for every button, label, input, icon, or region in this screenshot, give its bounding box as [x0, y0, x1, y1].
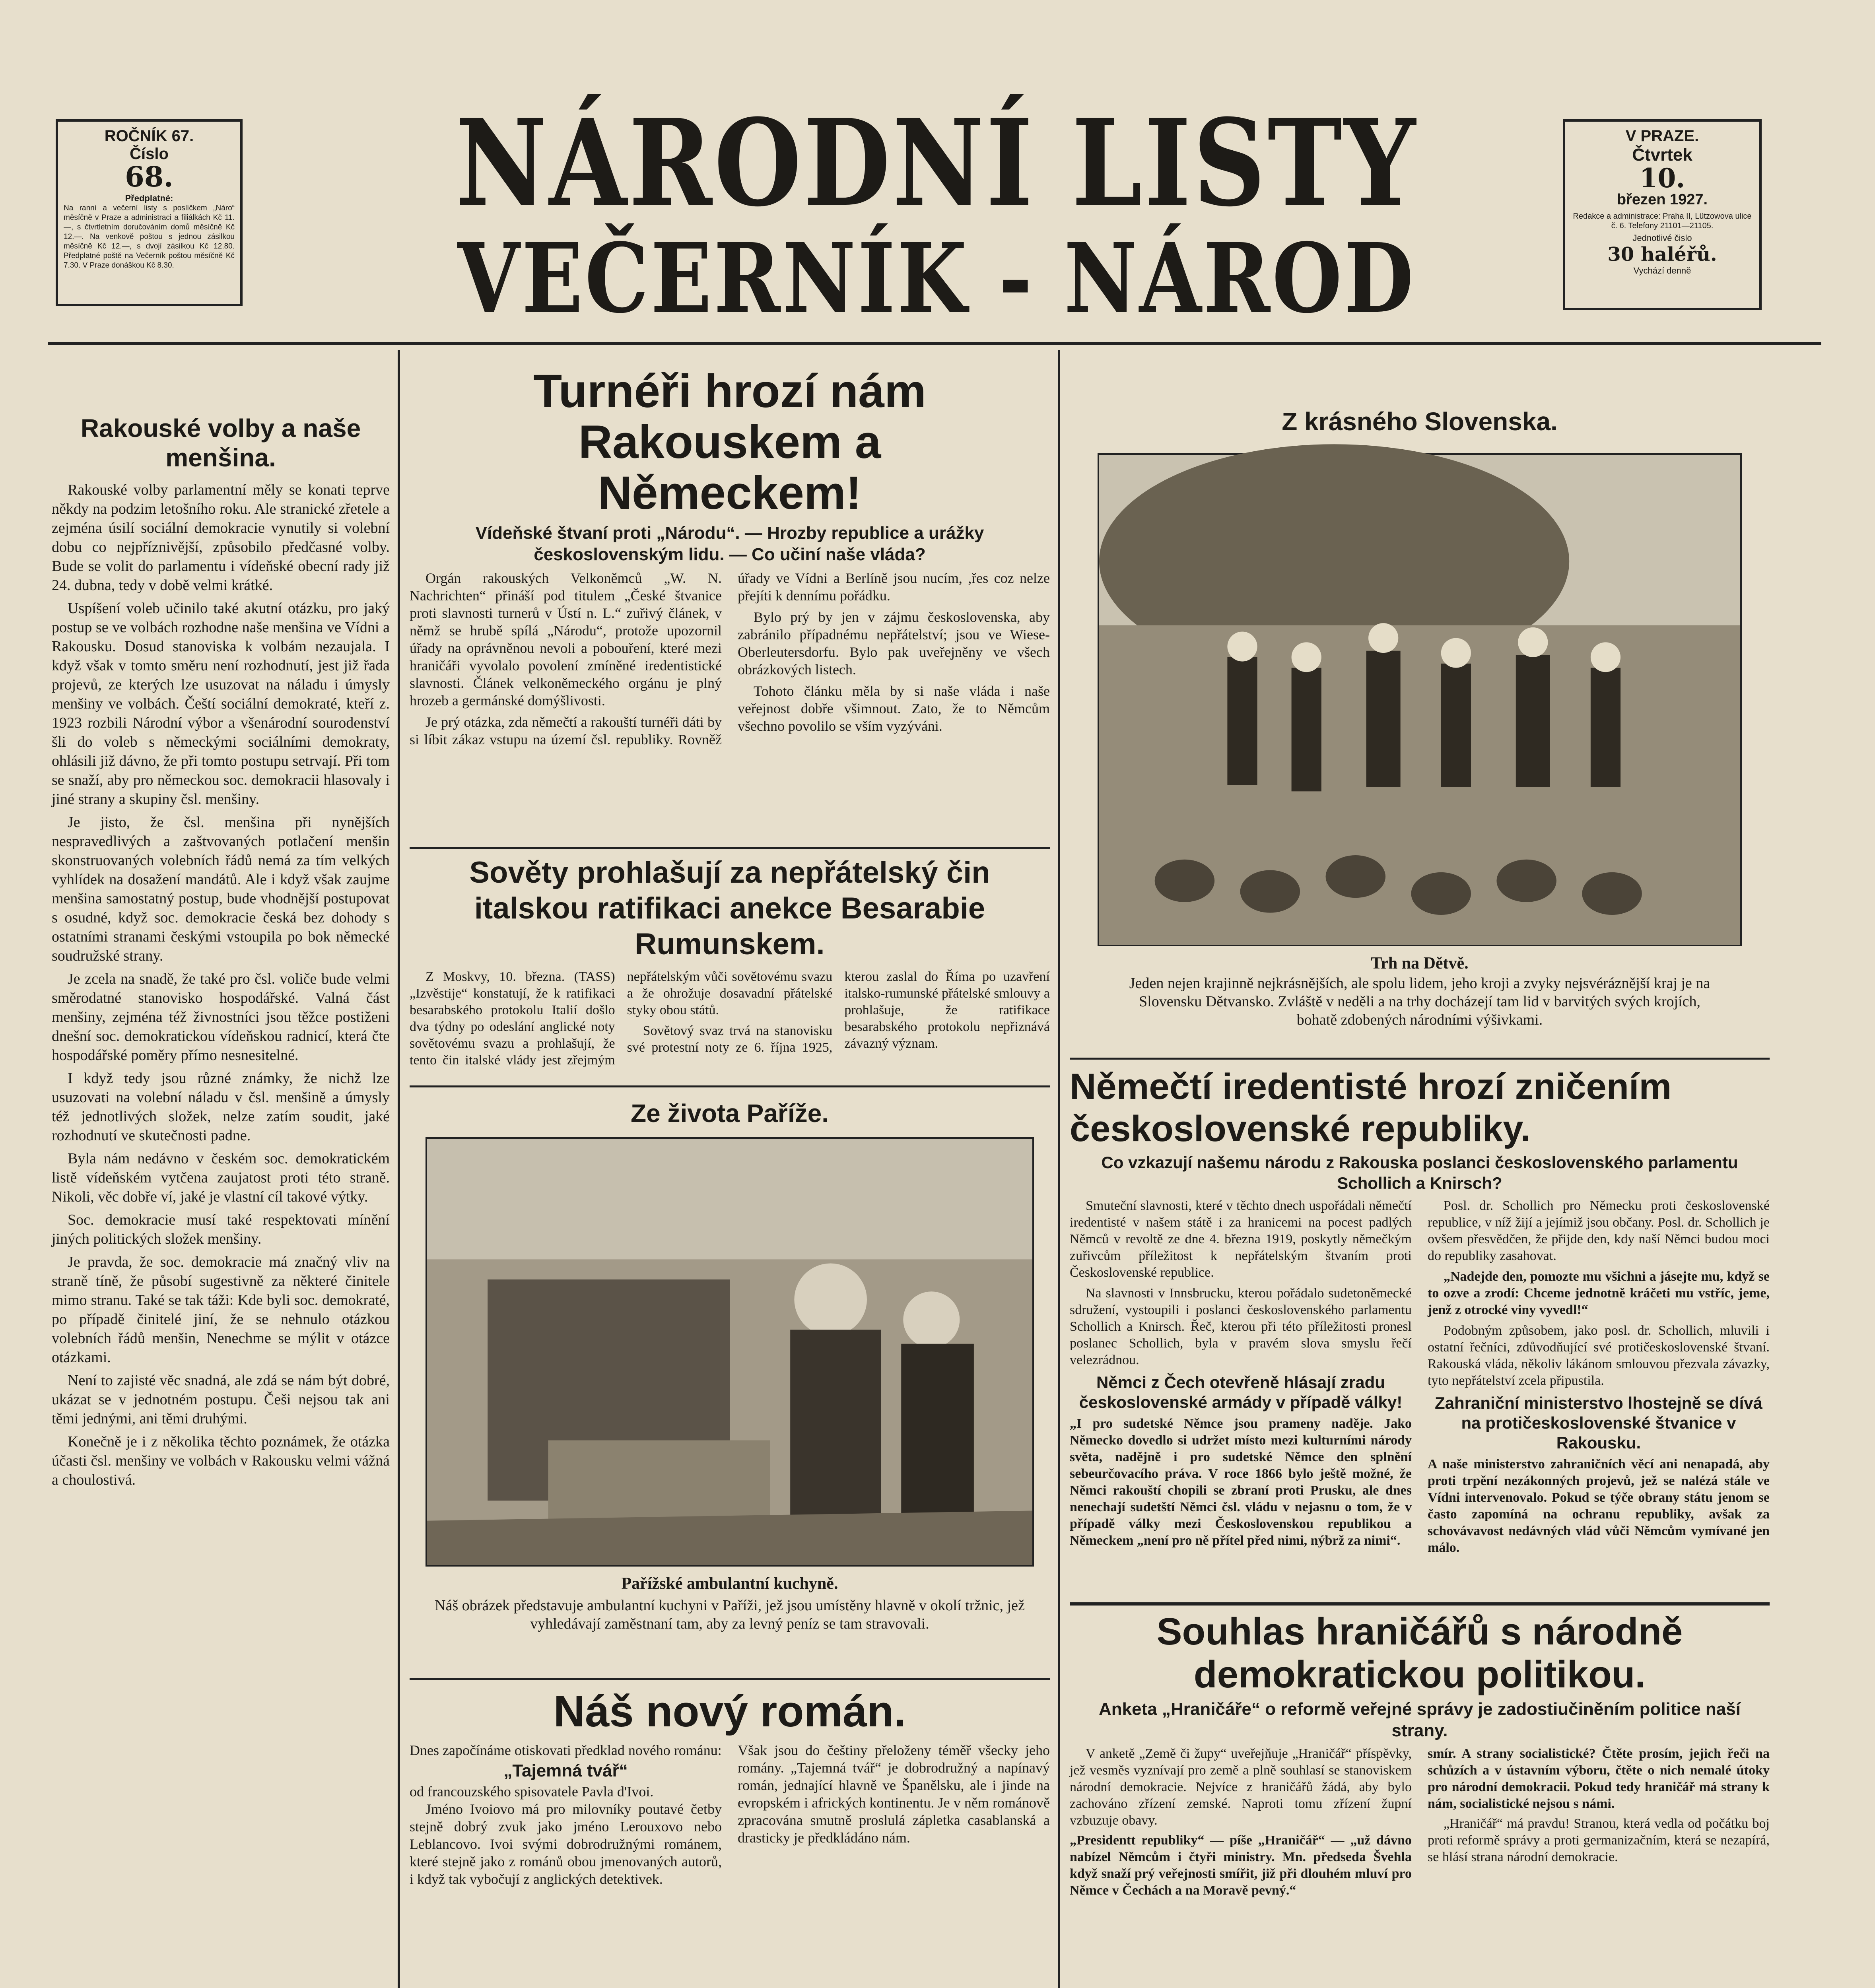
article-title: Němečtí iredentisté hrozí zničením československé republiky. — [1070, 1066, 1672, 1149]
article-pariz — [410, 1097, 1050, 1678]
volume-number: ROČNÍK 67. — [104, 127, 194, 145]
article-body: Rakouské volby parlamentní měly se konati teprve někdy na podzim letošního roku. Ale stranické zřetele a zejména úsilí sociální demokracie vynutily si volební dobu co nejpříznivější, způsobilo předčasné volby. Bude se volit do parlamentu i vídeňské obecní rady již 24. dubna, tedy v době velmi krátké. Uspíšení voleb učinilo také akutní otázku, pro jaký postup se ve volbách rozhodne naše menšina ve Vídni a Rakousku. Dosud stanoviska k volbám nezaujala. I když však v tomto směru není rozhodnutí, jest již řada projevů, ze kterých lze usuzovat na náladu i úmysly menšiny ve volbách. Čeští sociální demokraté, kteří z. 1923 rozbili Národní výbor a všenárodní sourodenství šli do voleb s německými sociálními demokraty, ohlásili již dávno, že při tomto postupu setrvají. Při tom se snaží, aby pro německou soc. demokracii hlasovaly i jiné strany a skupiny čsl. menšiny. Je jisto, že čsl. menšina při nynějších nespravedlivých a zaštvovaných potlačení menšin skonstruovaných volebních řádů nemá za tím velkých vyhlídek na dosažení mandátů. Ale i když však zaujme menšina samostatný postup, bude vhodnější postupovat s osudné, když soc. demokracie česká bez dohody s ostatními stranami českými vstoupila po bok německé soudružské strany. Je zcela na snadě, že také pro čsl. voliče bude velmi směrodatné stanovisko hospodářské. Valná část menšiny, zejména též živnostníci jsou těžce postiženi dnešní soc. demokratickou vídeňskou radnicí, která čte hospodářské poměry přímo nesnesitelné. I když tedy jsou různé známky, že nichž lze usuzovati na volební náladu v čsl. menšině a úmysly též jednotlivých složek, nelze zatím soudit, jaké rozhodnutí ve skutečnosti padne. Byla nám nedávno v českém soc. demokratickém listě vídeňském vytčena zaujatost proti této straně. Nikoli, věc dobře ví, jaké je vlastní cíl takové výtky. Soc. demokracie musí také respektovati mínění jiných politických složek menšiny. Je pravda, že soc. demokracie má značný vliv na straně tíně, že působí sugestivně za některé činitele mimo stranu. Také se tak táži: Kde byli soc. demokraté, po případě činitelé jiní, že se nehnulo otázkou volebních řádů menšin, Nenechme se mýlit v otázce otázkami. Není to zajisté věc snadná, ale zdá se nám být dobré, ukázat se v jednotném postupu. Češi nejsou tak ani těmi jednými, ani těmi druhými. Konečně je i z několika těchto poznámek, že otázka účasti čsl. menšiny ve volbách v Rakousku velmi vážná a choulostivá. — [52, 481, 390, 1488]
month-year: březen 1927. — [1617, 191, 1708, 208]
article-slovensko — [1070, 406, 1770, 1058]
city: V PRAZE. — [1625, 127, 1699, 145]
issue-label: Číslo — [130, 145, 169, 163]
masthead-rule — [48, 342, 1821, 345]
masthead-title — [251, 93, 1622, 334]
photo-paris-kitchen — [426, 1137, 1034, 1567]
article-title: Z krásného Slovenska. — [1282, 407, 1558, 436]
article-subtitle: Co vzkazují našemu národu z Rakouska poslanci československého parlamentu Schollich a Knirsch? — [1101, 1153, 1738, 1192]
article-title: Náš nový román. — [553, 1687, 906, 1736]
article-sovety — [410, 855, 1050, 1077]
photo-detva-market — [1098, 453, 1742, 946]
col2-divider-2 — [410, 1085, 1050, 1087]
caption-title: Pařížské ambulantní kuchyně. — [621, 1574, 838, 1593]
article-turneri — [410, 366, 1050, 807]
price-label: Jednotlivé čislo — [1632, 233, 1692, 243]
article-body: Orgán rakouských Velkoněmců „W. N. Nachrichten“ přináší pod titulem „České štvanice proti slavnosti turnerů v Ústí n. L.“ zuřivý článek, v němž se hrubě spílá „Národu“, protože upozornil úřady na oprávněnou nevoli a pobouření, které mezi hraničáři vyvolalo povolení zmíněné iredentistické slavnosti. Článek velkoněmeckého orgánu je plný hrozeb a germánské domýšlivosti. Je prý otázka, zda němečtí a rakouští turnéři dáti by si líbit zákaz vstupu na území čsl. republiky. Rovněž úřady ve Vídni a Berlíně jsou nucím, ,řes coz nelze přejíti k dennímu pořádku. Bylo prý by jen v zájmu československa, aby zabránilo případnému nepřátelství; jsou ve Wiese-Oberleutersdorfu. Bylo pak uveřejněny ve všech obrázkových listech. Tohoto článku měla by si naše vláda i naše veřejnost dobře všimnout. Zato, že to Němcům všechno povolilo se vším vyzýváni. — [410, 570, 1050, 747]
roman-col1: Jméno Ivoiovo má pro milovníky poutavé četby stejně dobrý zvuk jako jméno Lerouxovo nebo Leblancovo. Ivoi svými dobrodružnými románem, které stejně jako z románů obou jmenovaných autorů, i když tak vybočují z anglických detektivek. — [410, 1801, 722, 1887]
price: 30 haléřů. — [1607, 243, 1717, 266]
caption-text: Náš obrázek představuje ambulantní kuchyni v Paříži, jež jsou umístěny hlavně v okolí tržnic, jež vyhledávají zaměstnaní tam, aby za levný peníz se tam stravovali. — [435, 1597, 1025, 1632]
editorial-address: Redakce a administrace: Praha II, Lützowova ulice č. 6. Telefony 21101—21105. — [1573, 212, 1752, 230]
roman-author: od francouzského spisovatele Pavla d'Ivoi. — [410, 1784, 654, 1800]
article-title: Ze života Paříže. — [631, 1099, 829, 1128]
publishing-note: Vychází denně — [1633, 266, 1691, 276]
roman-col2: Však jsou do češtiny přeloženy téměř všecky jeho romány. „Tajemná tvář“ je dobrodružný a napínavý román, jednající hlavně ve Španělsku, ale i jinde na evropském i afrických kontinentu. Je v něm románově zpracována smutně proslulá zápletka casablanská a drasticky je předkládáno nám. — [738, 1742, 1050, 1846]
caption-title: Trh na Dětvě. — [1371, 954, 1469, 973]
article-souhlas-hranicaru: Souhlas hraničářů s národně demokratickou politikou. Anketa „Hraničáře“ o reformě veřejné správy je zadostiučiněním politice naší strany. V anketě „Země či župy“ uveřejňuje „Hraničář“ příspěvky, jež vesměs vyznívají pro země a plně souhlasí se stanoviskem národní demokracie. Nejvíce z hraničářů žádá, aby bylo zachováno zřízení zemské. Naproti tomu zřízení župní vzbuzuje obavy. „Presidentt republiky“ — píše „Hraničář“ — „už dávno nabízel Němcům i čtyři ministry. Mn. předseda Švehla když snaží prý veřejnosti smířit, již při dlouhém mluví pro Němce v Čechách a na Moravě pevný.“ smír. A strany socialistické? Čtěte prosím, jejich řeči na schůzích a v ústavním výboru, čtěte o nich nemalé útoky pro národní demokracii. Pokud tedy hraničář má strany k nám, socialistické nejsou s námi. „Hraničář“ má pravdu! Stranou, která vedla od počátku boj proti reformě správy a proti germanizačním, která se nezapírá, se hlásí strana národní demokracie. — [1070, 1610, 1770, 1898]
article-body: Z Moskvy, 10. března. (TASS) „Izvěstije“ konstatují, že k ratifikaci besarabského protokolu Italií došlo dva týdny po odeslání anglické noty sovětovému svazu a prohlašují, že tento čin italské vlády jest zřejmým nepřátelským vůči sovětovému svazu a že ohrožuje dosavadní přátelské styky obou států. Sovětový svaz trvá na stanovisku své protestní noty ze 6. října 1925, kterou zaslal do Říma po uzavření italsko-rumunské přátelské smlouvy a prohlašuje, že ratifikace besarabského protokolu nepřiznává závazný význam. — [410, 969, 1050, 1068]
column-rule-2 — [1058, 350, 1060, 1988]
column-rule-1 — [398, 350, 400, 1988]
nemecti-subheading-2: Zahraniční ministerstvo lhostejně se dívá na protičeskoslovenské štvanice v Rakousku. — [1435, 1394, 1762, 1452]
article-subtitle: Vídeňské štvaní proti „Národu“. — Hrozby republice a urážky československým lidu. — Co učiní naše vláda? — [475, 523, 984, 564]
caption-text: Jeden nejen krajinně nejkrásnějších, ale spolu lidem, jeho kroji a zvyky nejsvéráznější kraj je na Slovensku Dětvansko. Zvláště v neděli a na trhy docházejí tam lid v barvitých svých krojích, bohatě zdobených národními výšivkami. — [1129, 975, 1710, 1028]
masthead-left-box — [56, 119, 243, 306]
masthead-right-box — [1563, 119, 1762, 310]
col3-divider-2 — [1070, 1602, 1770, 1606]
article-roman — [410, 1686, 1050, 1988]
day-number: 10. — [1639, 163, 1685, 194]
nemecti-subheading-1: Němci z Čech otevřeně hlásají zradu československé armády v případě války! — [1079, 1373, 1403, 1411]
masthead-title-line1: NÁRODNÍ LISTY — [455, 93, 1418, 233]
article-title: Turnéři hrozí nám Rakouskem a Německem! — [533, 365, 926, 519]
col2-divider-3 — [410, 1678, 1050, 1680]
col3-divider-1 — [1070, 1058, 1770, 1060]
article-title: Sověty prohlašují za nepřátelský čin italskou ratifikaci anekce Besarabie Rumunskem. — [469, 856, 990, 961]
weekday: Čtvrtek — [1632, 145, 1692, 165]
roman-intro: Dnes započínáme otiskovati předklad nového románu: — [410, 1742, 722, 1758]
article-title: Souhlas hraničářů s národně demokratickou politikou. — [1156, 1610, 1683, 1696]
article-rakouske-volby — [52, 414, 390, 1988]
issue-number: 68. — [125, 160, 173, 193]
subscription-text: Na ranní a večerní listy s poslíčkem „Náro“ měsíčně v Praze a administraci a filiálkách Kč 11.—, s čtvrtletním doručováním domů měsíčně Kč 12.—. Na venkově poštou s jednou zásilkou měsíčně Kč 12.—, s dvojí zásilkou Kč 12.80. Předplatné poště na Večerník poštou měsíčně Kč 7.30. V Praze donáškou Kč 8.30. — [64, 204, 235, 270]
article-nemecti-iredentiste: Němečtí iredentisté hrozí zničením československé republiky. Co vzkazují našemu národu z Rakouska poslanci československého parlamentu Schollich a Knirsch? Smuteční slavnosti, které v těchto dnech uspořádali němečtí iredentisté v našem státě i za hranicemi na pocest padlých Němců v revoltě ze dne 4. března 1919, poskytly němečkým zuřivcům příležitost k nepřátelským štvaním proti Československé republice. Na slavnosti v Innsbrucku, kterou pořádalo sudetoněmecké sdružení, vystoupili i poslanci československého parlamentu Schollich a Knirsch. Řeč, kterou při této příležitosti pronesl poslanec Schollich, byla v pravém slova smyslu řečí velezrádnou. Němci z Čech otevřeně hlásají zradu československé armády v případě války! „I pro sudetské Němce jsou prameny naděje. Jako Německo dovedlo si udržet místo mezi kulturními národy světa, nadějně i pro sudetské Němce den splnění sebeurčovacího práva. V roce 1866 bylo ještě možné, že Němci rakouští chopili se zbraní proti Prusku, ale dnes nenechají sudetští Němci čsl. vládu v nejasnu o tom, že v případě války mezi Československou republikou a Německem „není pro ně přítel před nimi, nýbrž za nimi“. Posl. dr. Schollich pro Německu proti československé republice, v níž žijí a jejímiž jsou občany. Posl. dr. Schollich je ovšem přesvědčen, že přijde den, kdy naší Němci budou moci do republiky zasahovat. „Nadejde den, pomozte mu všichni a jásejte mu, když se to ozve a zrodí: Chceme jednotně kráčeti mu vstříc, jeme, jenž z otrocké viny vyvedl!“ Podobným způsobem, jako posl. dr. Schollich, mluvili i ostatní řečníci, zdůvodňující své protičeskoslovenské štvaní. Rakouská vláda, několiv lákánom smlouvou přezvala závazky, tyto nepřátelství zcela připustila. Zahraniční ministerstvo lhostejně se dívá na protičeskoslovenské štvanice v Rakousku. A naše ministerstvo zahraničních věcí ani nenapadá, aby proti trpění nezákonných projevů, jež se nalézá stále ve Vídni intervenovalo. Pokud se týče obrany státu jenom se často zapomíná na ochranu republiky, avšak za schovávavost nedávných vlád vůči Němcům vymívané jen málo. — [1070, 1066, 1770, 1555]
article-title: Rakouské volby a naše menšina. — [80, 414, 361, 472]
article-subtitle: Anketa „Hraničáře“ o reformě veřejné správy je zadostiučiněním politice naší strany. — [1099, 1699, 1741, 1740]
masthead-title-line2: VEČERNÍK - NÁROD — [457, 222, 1416, 334]
subscription-label: Předplatné: — [125, 193, 173, 203]
col2-divider-1 — [410, 847, 1050, 849]
roman-book-title: „Tajemná tvář“ — [503, 1761, 628, 1780]
